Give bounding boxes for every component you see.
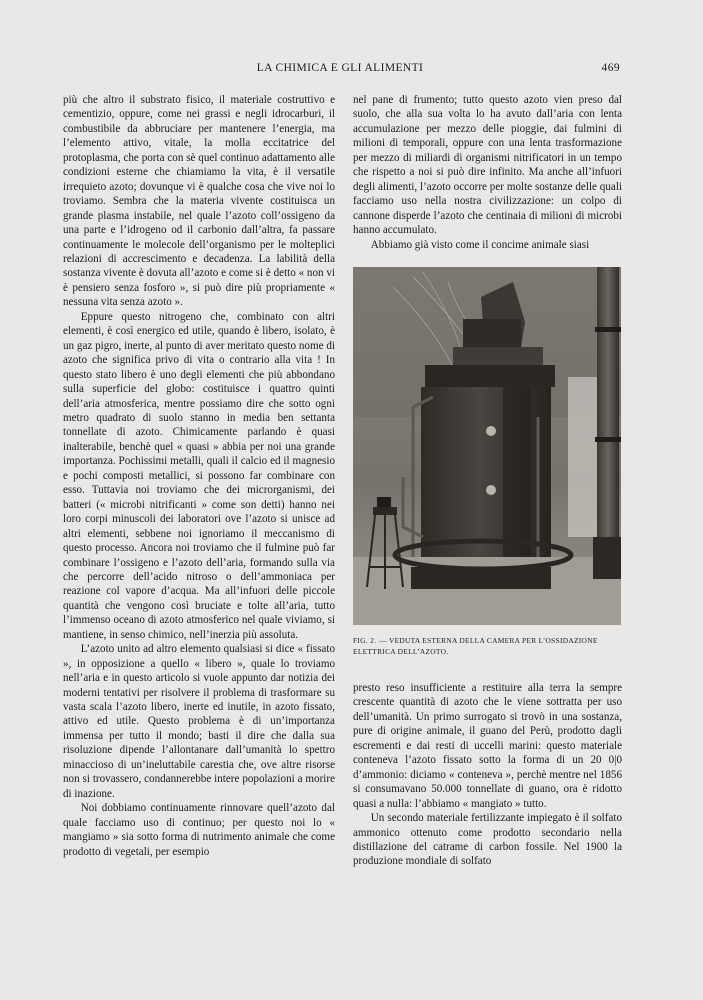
paragraph: più che altro il substrato fisico, il materiale costruttivo e cementizio, oppure, come nei grassi e negli idrocarburi, il combustibile da abbruciare per mantenere l’energia, ma l’elemento attivo, vitale, la molla eccitatrice del protoplasma, che porta con sè quel continuo adattamento alle condizioni esterne che chiamiamo la vita, è il versatile irrequieto azoto; dovunque vi è qualche cosa che vive noi lo troviamo. Sembra che la materia vivente costituisca un grande plasma instabile, nel quale l’azoto coll’ossigeno da una parte e l’idrogeno od il carbonio dall’altra, fa passare continuamente le molecole dell’organismo per le molteplici relazioni di accrescimento e decadenza. La labilità della sostanza vivente è dovuta all’azoto e come si è detto « non vi è pensiero senza fosforo », si può dire più propriamente « nessuna vita senza azoto ». [63, 94, 335, 309]
column-right-bottom [353, 681, 622, 869]
running-title: LA CHIMICA E GLI ALIMENTI [256, 62, 424, 74]
paragraph: Eppure questo nitrogeno che, combinato con altri elementi, è così energico ed utile, quando è libero, isolato, è un gaz pigro, inerte, al punto di aver meritato questo nome di azoto che significa privo di vita o contrario alla vita ! In questo stato libero è uno degli elementi che più abbondano sulla superficie del globo: costituisce i quattro quinti dell’aria atmosferica, mentre possiamo dire che sotto ogni metro quadrato di suolo stanno in media ben settanta tonnellate di azoto. Chimicamente parlando è quasi inalterabile, benchè quel « quasi » abbia per noi una grande importanza. Pochissimi metalli, quali il calcio ed il magnesio e pochi composti metallici, si possono far combinare con esso. Tuttavia noi troviamo che dei microrganismi, dei batteri (« microbi nitrificanti » come son detti) hanno nei loro corpi minuscoli dei laboratori ove l’azoto si unisce ad altri elementi, sebbene noi ignoriamo il meccanismo di questo processo. Ancora noi troviamo che il fulmine può far combinare l’ossigeno e l’azoto dell’aria, formando sulla via che percorre dell’acido nitroso o dell’ammoniaca per reazione col vapore d’acqua. Ma all’infuori delle piccole quantità che vengono così bruciate e tolte all’aria, tutto l’immenso oceano di azoto atmosferico nel quale viviamo, si mantiene, in senso chimico, nell’inerzia più assoluta. [63, 310, 335, 641]
figure-caption [353, 636, 625, 657]
figure-photograph [353, 267, 621, 625]
figure-label: FIG. 2. [353, 636, 377, 645]
paragraph: L’azoto unito ad altro elemento qualsiasi si dice « fissato », in opposizione a quello « libero », quale lo troviamo nell’aria e in questo articolo si vuole appunto dar notizia dei moderni tentativi per risolvere il problema di trasformare su vasta scala l’azoto libero, inerte ed inutile, in azoto fissato, attivo ed utile. Questo problema è di un’importanza immensa per tutto il mondo; basti il dire che dalla sua risoluzione dipende l’allontanare dall’umanità lo spettro minaccioso di un’ineluttabile carestia che, ove altre risorse non si trovassero, condannerebbe intere popolazioni a morire di inazione. [63, 643, 335, 800]
paragraph: presto reso insufficiente a restituire alla terra la sempre crescente quantità di azoto che le viene sottratta per uso dell’umanità. Un primo surrogato si trovò in una sostanza, pure di origine animale, il guano del Perù, prodotto dagli escrementi e dai resti di uccelli marini: questo materiale conteneva l’azoto fissato sotto la forma di un 20 0|0 d’ammonio: diciamo « conteneva », perchè mentre nel 1856 si consumavano 50.000 tonnellate di guano, ora è ridotto quasi a nulla: l’abbiamo « mangiato » tutto. [353, 682, 622, 810]
paragraph: Un secondo materiale fertilizzante impiegato è il solfato ammonico ottenuto come prodotto secondario nella distillazione del catrame di carbon fossile. Nel 1900 la produzione mondiale di solfato [353, 812, 622, 868]
column-right-top [353, 93, 622, 252]
apparatus-illustration [353, 267, 621, 625]
figure-caption-text: — VEDUTA ESTERNA DELLA CAMERA PER L’OSSIDAZIONE ELETTRICA DELL’AZOTO. [353, 636, 598, 656]
paragraph: nel pane di frumento; tutto questo azoto vien preso dal suolo, che alla sua volta lo ha avuto dall’aria con lenta accumulazione per mezzo delle pioggie, dai fulmini di milioni di temporali, oppure con una lenta trasformazione per mezzo di miliardi di organismi nitrificatori in un tempo che rispetto a noi si può dire infinito. Ma anche all’infuori degli alimenti, l’azoto occorre per molte sostanze delle quali facciamo uso nella nostra civilizzazione: un colpo di cannone disperde l’azoto che centinaia di milioni di microbi hanno accumulato. [353, 94, 622, 237]
paragraph: Noi dobbiamo continuamente rinnovare quell’azoto dal quale facciamo uso di continuo; per questo noi lo « mangiamo » sia sotto forma di nutrimento animale che come prodotto di vegetali, per esempio [63, 802, 335, 858]
paragraph: Abbiamo già visto come il concime animale siasi [370, 238, 590, 251]
running-header [60, 62, 620, 80]
page-number: 469 [601, 62, 620, 74]
column-left [63, 93, 335, 859]
